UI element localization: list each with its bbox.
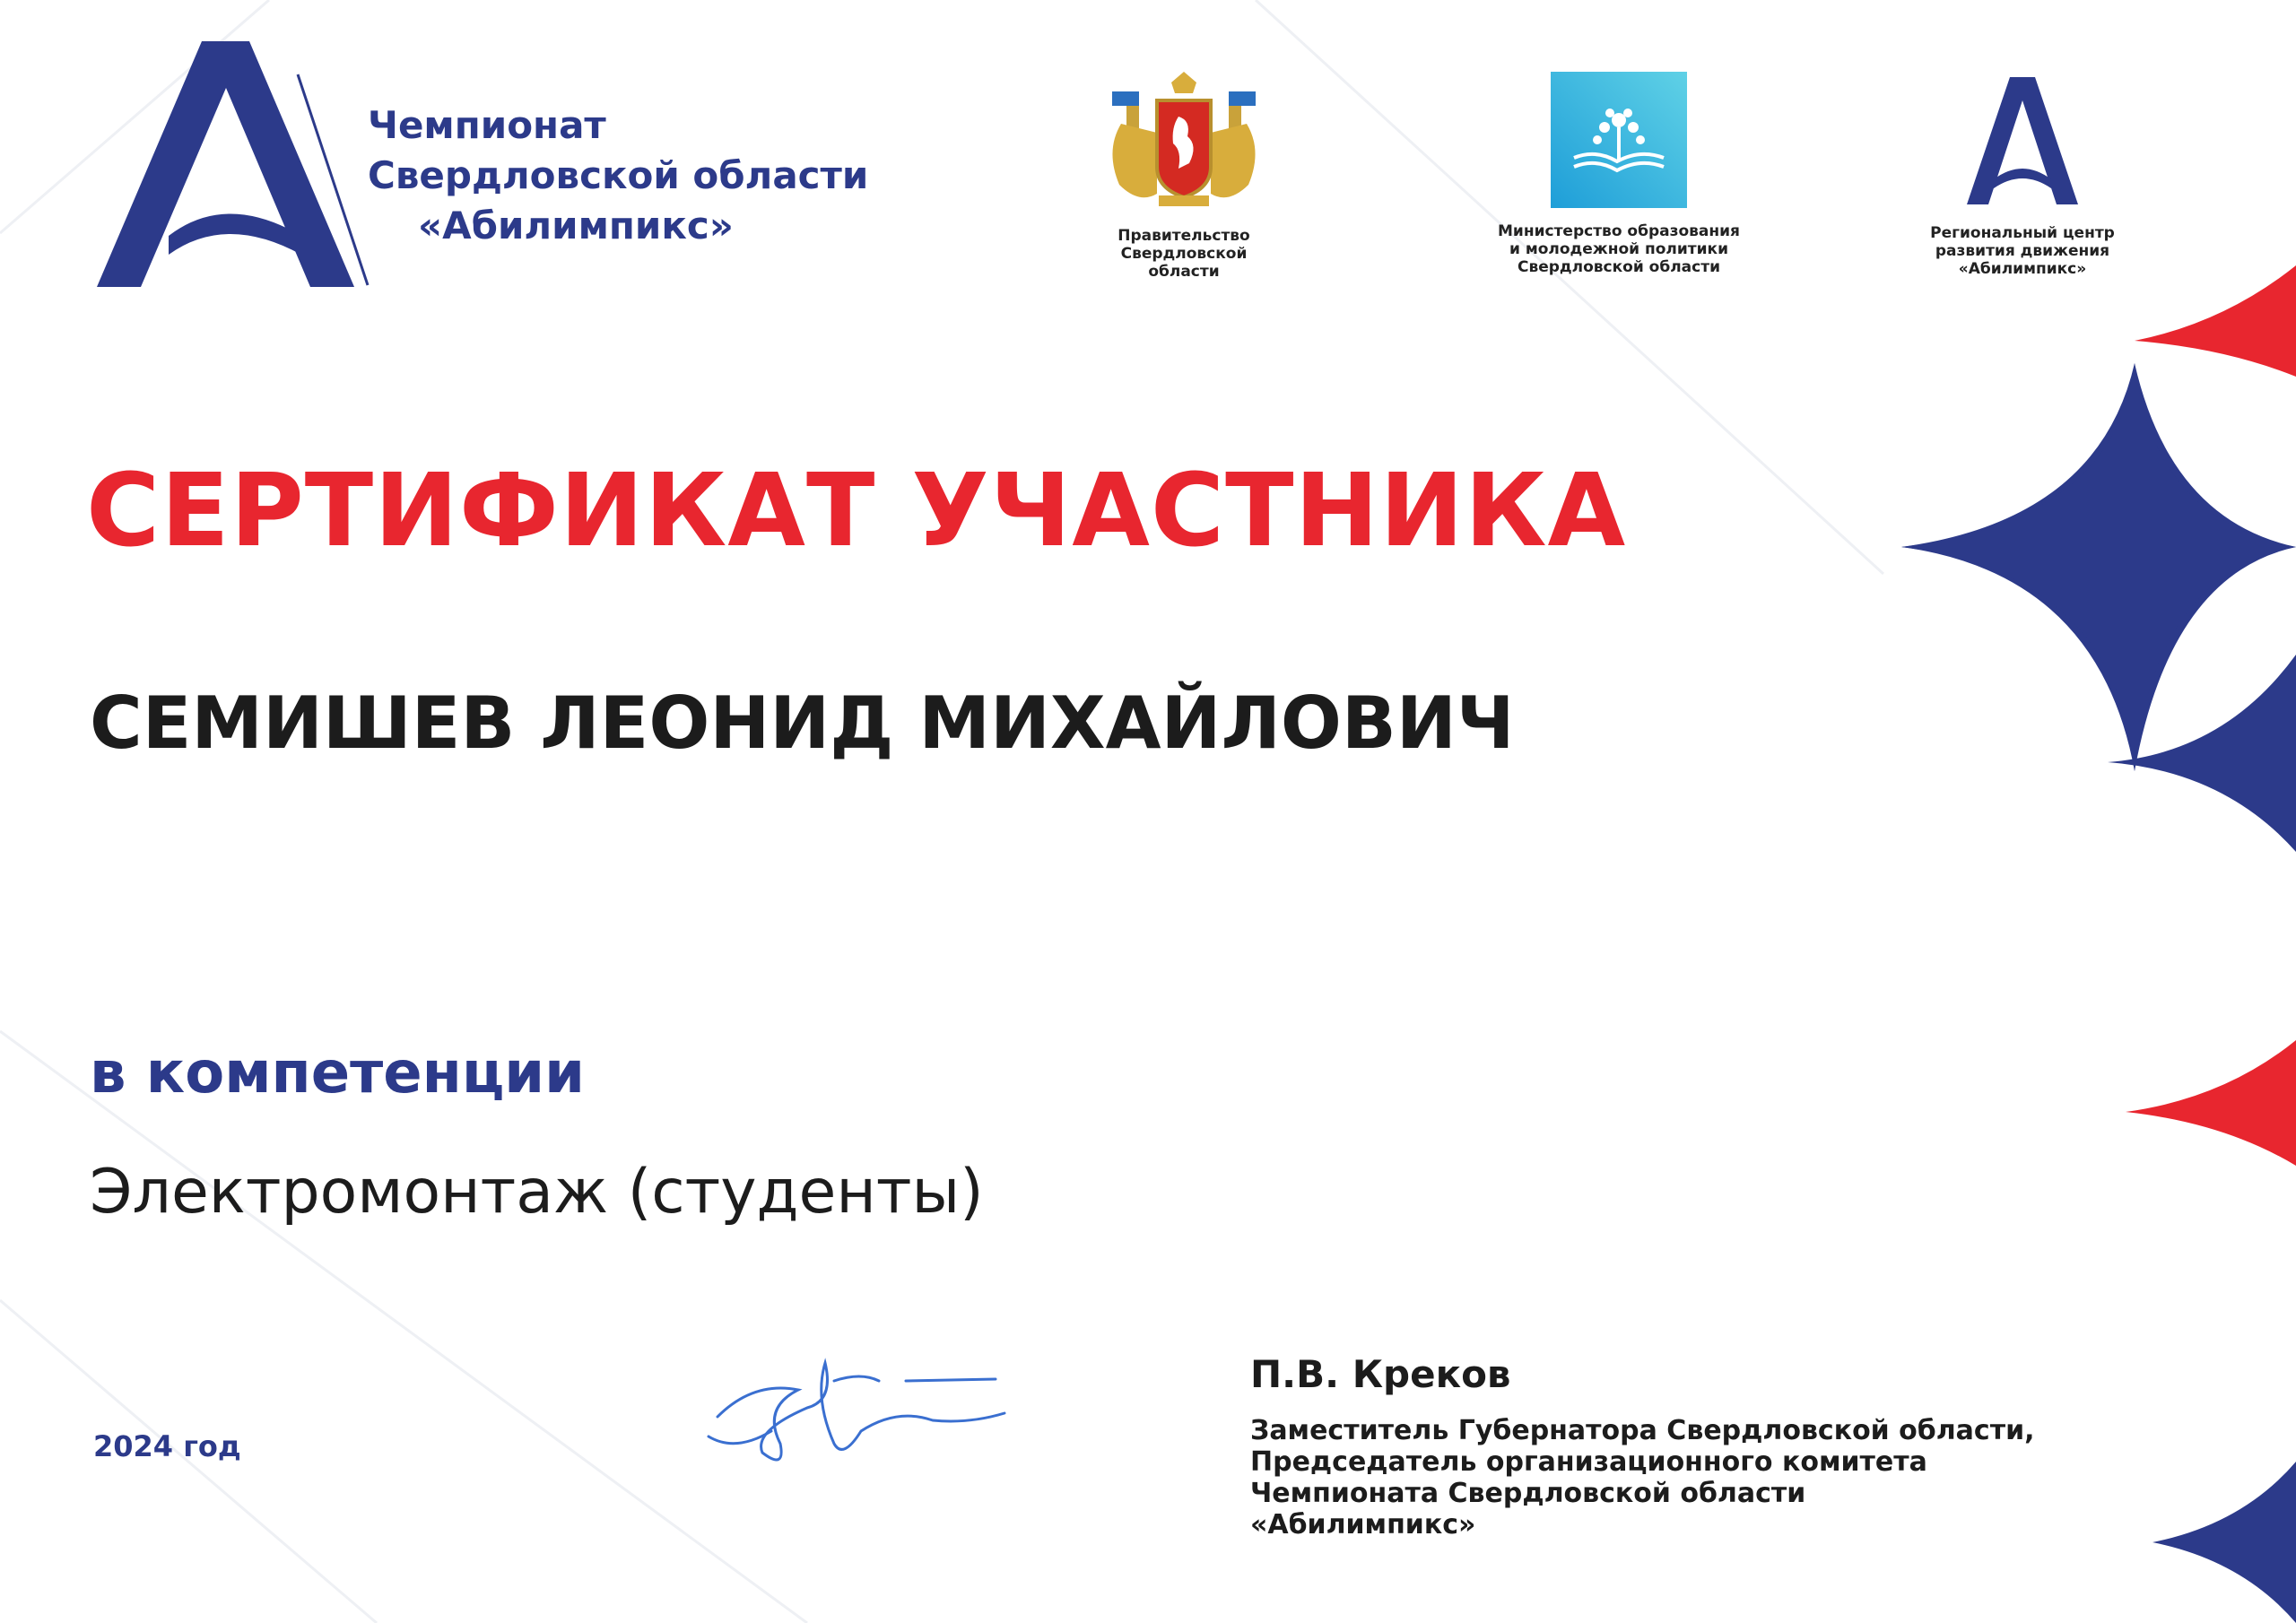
red-star-lower [2126,1040,2296,1166]
regional-center-caption-line-1: Региональный центр [1930,224,2115,242]
partner-government [1085,70,1283,281]
partner-regional-center [1906,74,2139,278]
competence-value: Электромонтаж (студенты) [90,1157,984,1228]
championship-line-1: Чемпионат [368,103,606,147]
ministry-caption-line-1: Министерство образования [1498,222,1740,240]
blue-star-bottom [2152,1462,2296,1623]
coat-of-arms-icon [1085,70,1283,222]
ministry-caption-line-3: Свердловской области [1518,258,1720,276]
decorative-stars [1883,251,2296,1623]
partner-ministry [1489,72,1749,276]
year-label: 2024 год [93,1429,241,1463]
competence-label: в компетенции [90,1040,585,1107]
championship-logo [90,34,386,303]
government-caption [1085,227,1283,281]
signatory-position-line-3: Чемпионата Свердловской области [1250,1478,1806,1509]
education-ministry-icon [1551,72,1687,208]
signatory-position-line-2: Председатель организационного комитета [1250,1446,1927,1478]
government-caption-line-3: области [1148,263,1220,281]
government-caption-line-2: Свердловской [1120,245,1248,263]
red-star-top [2135,265,2296,377]
regional-center-caption-line-2: развития движения [1935,242,2110,260]
championship-line-2: Свердловской области [368,153,869,197]
championship-line-3: «Абилимпикс» [418,204,734,247]
championship-name [368,100,868,251]
ministry-caption-line-2: и молодежной политики [1509,240,1728,258]
participant-name: СЕМИШЕВ ЛЕОНИД МИХАЙЛОВИЧ [90,681,1515,765]
abilympics-a-icon [1960,74,2085,208]
regional-center-caption-line-3: «Абилимпикс» [1958,260,2087,278]
signatory-position-line-1: Заместитель Губернатора Свердловской области, [1250,1415,2035,1446]
government-caption-line-1: Правительство [1118,227,1250,245]
signatory-position-line-4: «Абилимпикс» [1250,1509,1476,1541]
certificate-title: СЕРТИФИКАТ УЧАСТНИКА [86,453,1627,569]
signature-image [700,1345,1022,1488]
ministry-caption [1489,222,1749,276]
signatory-name: П.В. Креков [1250,1352,1511,1396]
